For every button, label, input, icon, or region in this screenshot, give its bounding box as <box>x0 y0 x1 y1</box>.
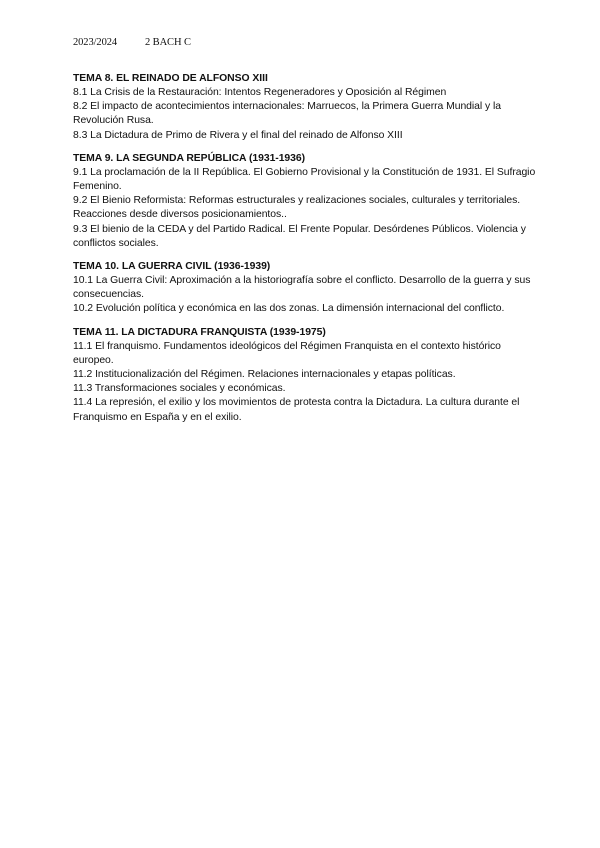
section-item: 8.2 El impacto de acontecimientos internacionales: Marruecos, la Primera Guerra Mundial y la Revolución Rusa. <box>73 101 501 127</box>
section-tema-10 <box>73 260 543 317</box>
section-title: TEMA 9. LA SEGUNDA REPÚBLICA (1931-1936) <box>73 152 306 164</box>
section-item: 9.1 La proclamación de la II República. El Gobierno Provisional y la Constitución de 1931. El Sufragio Femenino. <box>73 166 536 193</box>
section-item: 8.3 La Dictadura de Primo de Rivera y el final del reinado de Alfonso XIII <box>73 129 403 141</box>
school-year: 2023/2024 <box>73 37 118 48</box>
section-title: TEMA 11. LA DICTADURA FRANQUISTA (1939-1975) <box>73 326 326 338</box>
section-tema-8 <box>73 72 543 143</box>
section-item: 9.2 El Bienio Reformista: Reformas estructurales y realizaciones sociales, culturales y territoriales. Reacciones desde diversos posicionamientos.. <box>73 195 521 221</box>
section-tema-9 <box>73 152 543 251</box>
section-item: 11.4 La represión, el exilio y los movimientos de protesta contra la Dictadura. La cultura durante el Franquismo en España y en el exilio. <box>73 397 520 423</box>
section-item: 11.1 El franquismo. Fundamentos ideológicos del Régimen Franquista en el contexto histórico europeo. <box>73 340 501 366</box>
syllabus-content <box>73 72 543 434</box>
section-item: 9.3 El bienio de la CEDA y del Partido Radical. El Frente Popular. Desórdenes Públicos. Violencia y conflictos sociales. <box>73 223 526 249</box>
section-item: 11.2 Institucionalización del Régimen. Relaciones internacionales y etapas políticas. <box>73 369 456 381</box>
section-item: 10.1 La Guerra Civil: Aproximación a la historiografía sobre el conflicto. Desarrollo de la guerra y sus consecuencias. <box>73 275 531 301</box>
course-name: 2 BACH C <box>145 37 191 48</box>
page-header <box>73 37 191 48</box>
section-item: 11.3 Transformaciones sociales y económicas. <box>73 383 286 395</box>
section-item: 8.1 La Crisis de la Restauración: Intentos Regeneradores y Oposición al Régimen <box>73 87 447 98</box>
section-title: TEMA 8. EL REINADO DE ALFONSO XIII <box>73 73 268 84</box>
section-title: TEMA 10. LA GUERRA CIVIL (1936-1939) <box>73 261 271 273</box>
section-tema-11 <box>73 326 543 425</box>
section-item: 10.2 Evolución política y económica en las dos zonas. La dimensión internacional del conflicto. <box>73 303 505 315</box>
